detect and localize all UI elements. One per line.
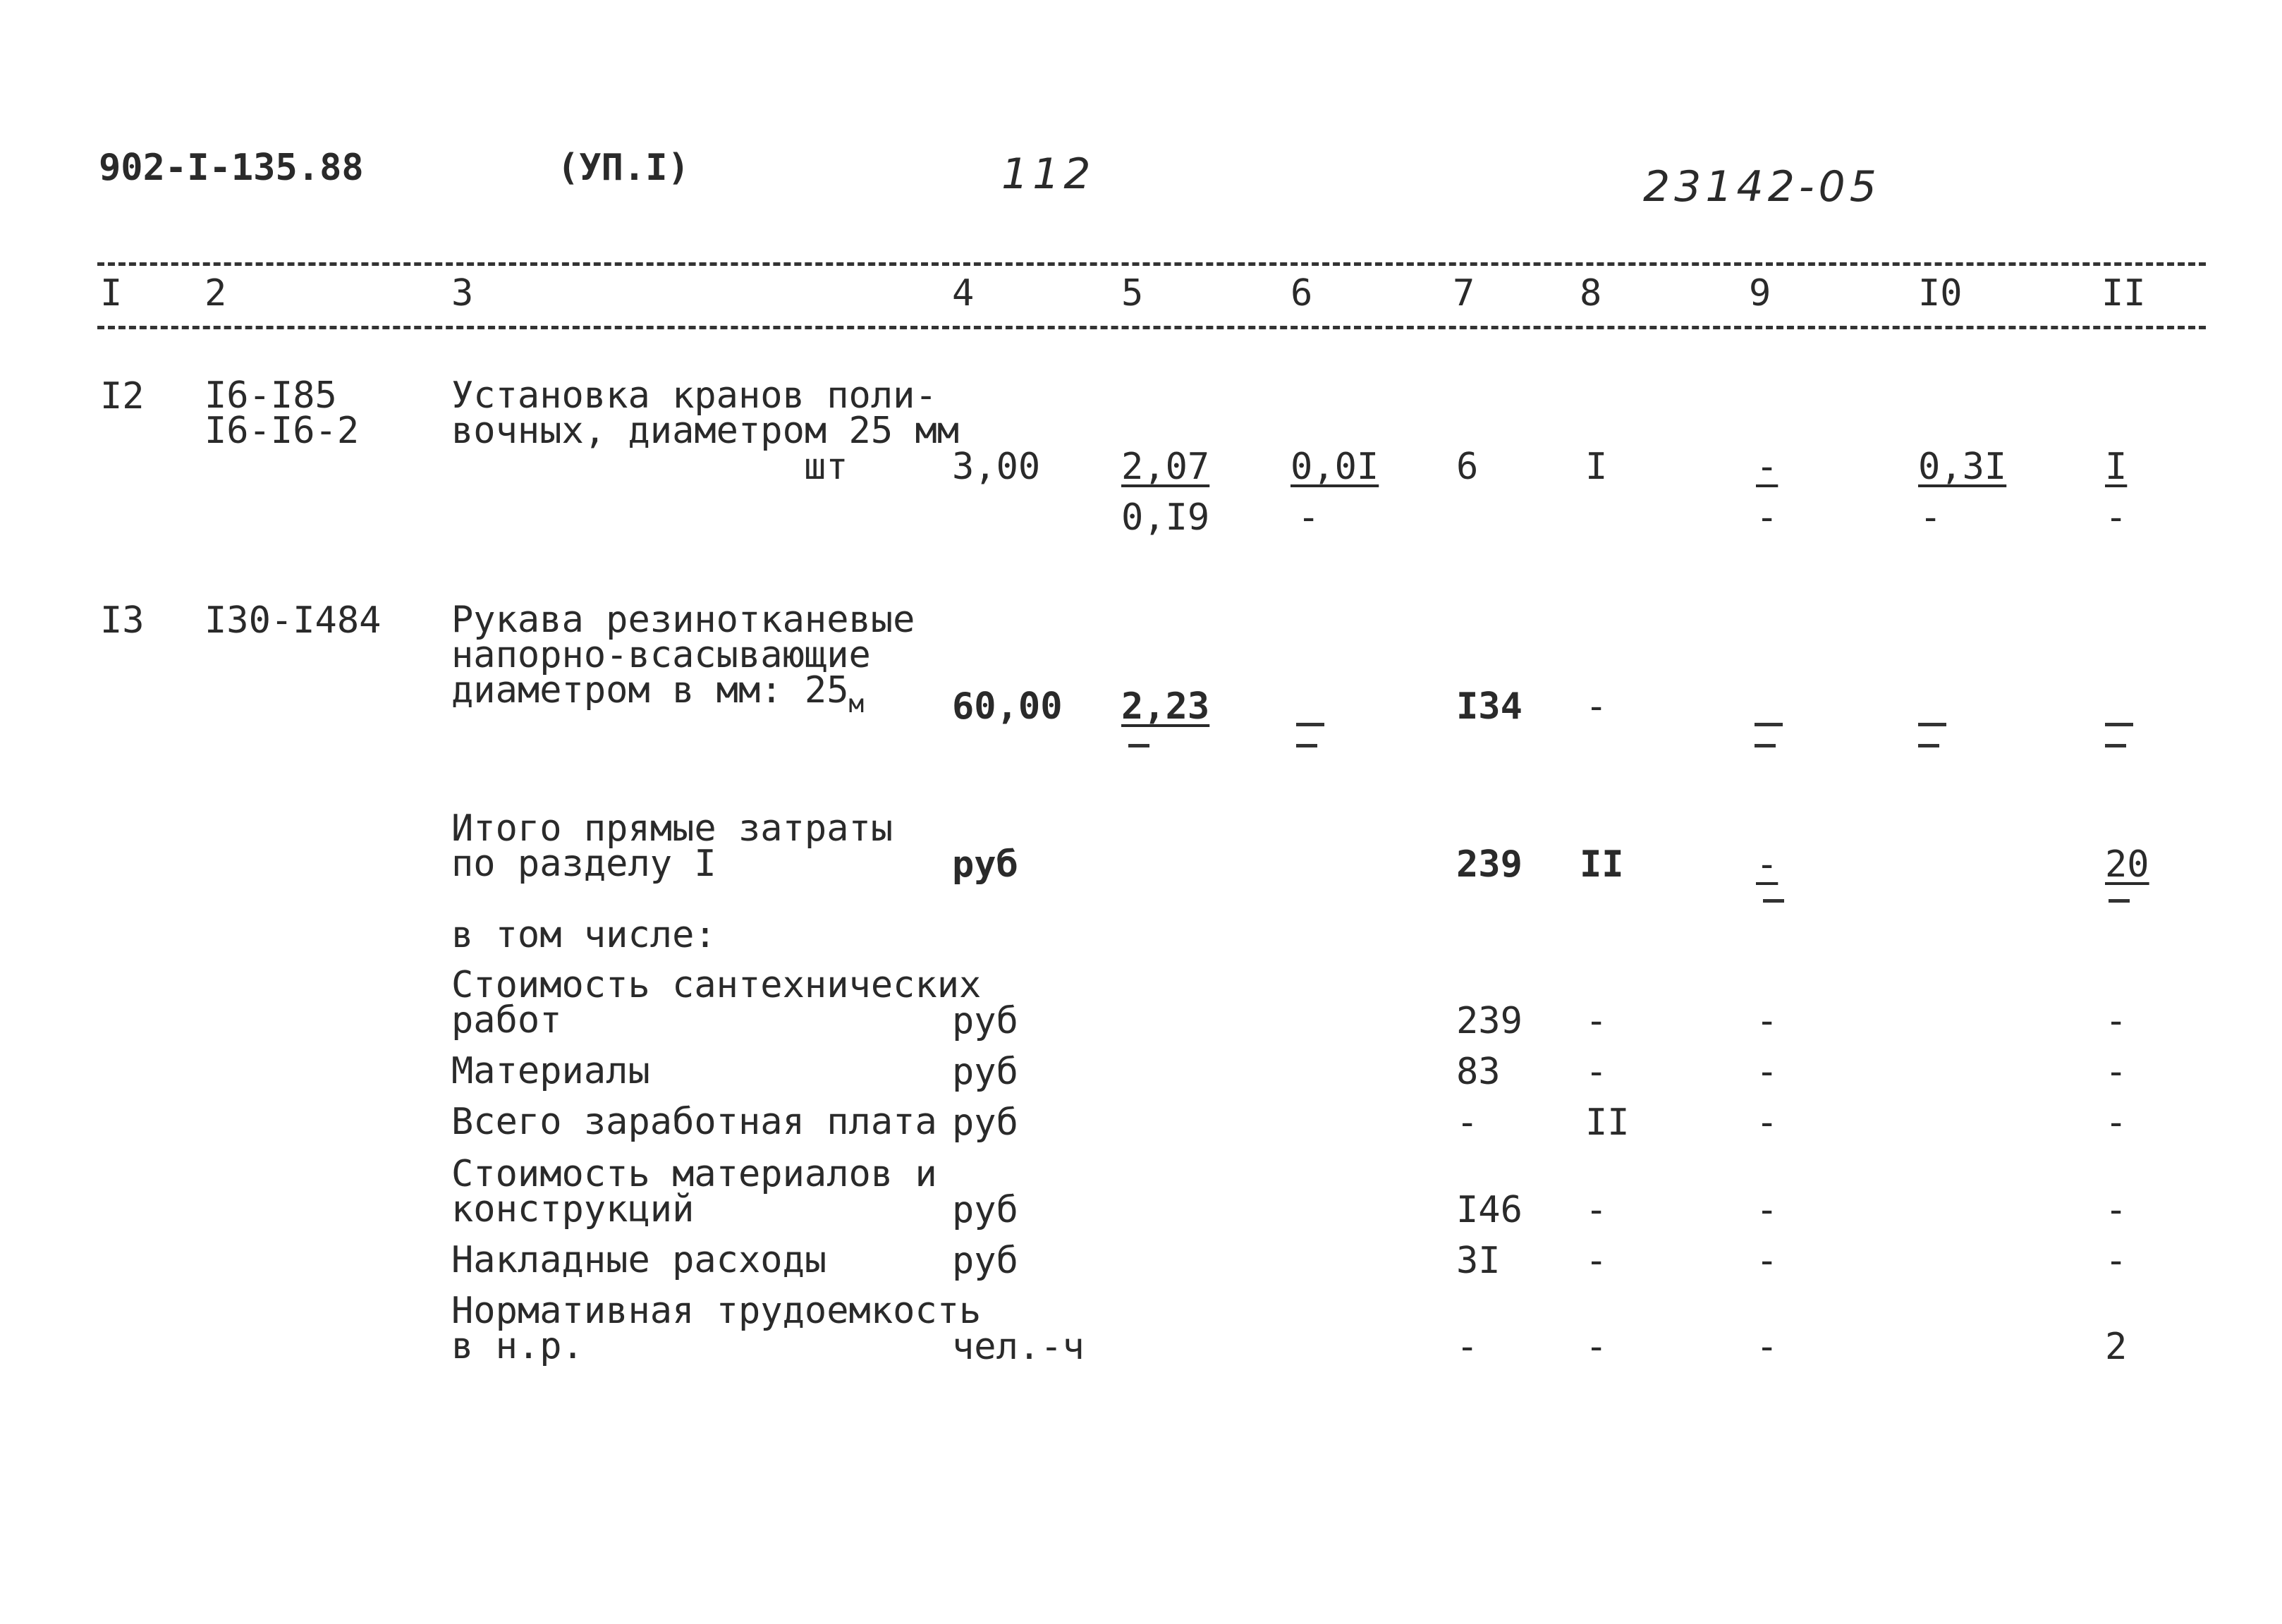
col7-value: 83 bbox=[1456, 1051, 1501, 1093]
col5-dash-mark bbox=[1128, 744, 1149, 747]
breakdown-label-line2: конструкций bbox=[451, 1188, 695, 1231]
col9-dash-mark bbox=[1755, 744, 1776, 747]
column-header-11: II bbox=[2101, 272, 2146, 315]
unit: руб bbox=[952, 1051, 1018, 1093]
including-label: в том числе: bbox=[451, 914, 716, 956]
col8-value: I bbox=[1585, 446, 1608, 488]
col7-value: - bbox=[1456, 1326, 1479, 1368]
col10-subvalue: - bbox=[1920, 496, 1942, 539]
col9-value: - bbox=[1756, 1101, 1778, 1144]
col11-value: I bbox=[2105, 446, 2128, 488]
archive-number: 23142-05 bbox=[1643, 162, 1881, 212]
total-label-line1: Итого прямые затраты bbox=[451, 807, 893, 850]
col9-value: - bbox=[1756, 1326, 1778, 1368]
col6-subvalue: - bbox=[1298, 496, 1320, 539]
col5-value: 2,23 bbox=[1121, 685, 1210, 728]
row-number: I2 bbox=[100, 375, 145, 417]
col7-value: 239 bbox=[1456, 1000, 1523, 1042]
column-header-4: 4 bbox=[952, 272, 975, 315]
col6-dash-mark bbox=[1296, 744, 1317, 747]
col7-value: 6 bbox=[1456, 446, 1479, 488]
col11-value: 2 bbox=[2105, 1326, 2128, 1368]
quantity: 3,00 bbox=[952, 446, 1041, 488]
section-code: (УП.I) bbox=[557, 147, 690, 189]
breakdown-label-line2: в н.р. bbox=[451, 1325, 584, 1367]
breakdown-label-line1: Стоимость материалов и bbox=[451, 1153, 937, 1195]
col7-value: I34 bbox=[1456, 685, 1523, 728]
col11-dash-mark bbox=[2109, 899, 2130, 903]
unit: руб bbox=[952, 1240, 1018, 1282]
document-code: 902-I-135.88 bbox=[99, 147, 364, 189]
col9-value: - bbox=[1756, 1189, 1778, 1231]
unit: руб bbox=[952, 843, 1018, 886]
breakdown-label-line1: Нормативная трудоемкость bbox=[451, 1290, 982, 1332]
col7-value: - bbox=[1456, 1101, 1479, 1144]
col8-value: II bbox=[1580, 843, 1624, 886]
col9-dash-mark bbox=[1763, 899, 1784, 903]
col9-value: - bbox=[1756, 1240, 1778, 1282]
column-header-3: 3 bbox=[451, 272, 474, 315]
col11-subvalue: - bbox=[2105, 496, 2128, 539]
col11-value: - bbox=[2105, 1101, 2128, 1144]
unit: шт bbox=[804, 446, 848, 488]
col10-dash-mark bbox=[1918, 744, 1939, 747]
page-number: 112 bbox=[1001, 149, 1095, 199]
unit: руб bbox=[952, 1000, 1018, 1042]
col9-value: - bbox=[1756, 1000, 1778, 1042]
col8-value: - bbox=[1585, 1051, 1608, 1093]
work-name-line2: вочных, диаметром 25 мм bbox=[451, 410, 960, 452]
col11-value: - bbox=[2105, 1051, 2128, 1093]
unit: руб bbox=[952, 1101, 1018, 1144]
col7-value: 3I bbox=[1456, 1240, 1501, 1282]
unit: чел.-ч bbox=[952, 1326, 1085, 1368]
work-name-line2: напорно-всасывающие bbox=[451, 634, 871, 676]
column-header-6: 6 bbox=[1291, 272, 1313, 315]
work-name-line3 bbox=[451, 669, 865, 722]
column-header-8: 8 bbox=[1580, 272, 1602, 315]
col11-value: - bbox=[2105, 1000, 2128, 1042]
col8-value: II bbox=[1585, 1101, 1630, 1144]
col8-value: - bbox=[1585, 1189, 1608, 1231]
column-header-5: 5 bbox=[1121, 272, 1144, 315]
row-number: I3 bbox=[100, 599, 145, 642]
col9-value: - bbox=[1756, 843, 1778, 886]
header-top-rule bbox=[97, 262, 2206, 266]
col8-value: - bbox=[1585, 1326, 1608, 1368]
breakdown-label-line1: Материалы bbox=[451, 1050, 650, 1092]
column-header-9: 9 bbox=[1749, 272, 1771, 315]
col7-value: 239 bbox=[1456, 843, 1523, 886]
col11-value: 20 bbox=[2105, 843, 2149, 886]
col11-value: - bbox=[2105, 1189, 2128, 1231]
col5-subvalue: 0,I9 bbox=[1121, 496, 1210, 539]
col10-dash-mark bbox=[1918, 723, 1946, 726]
col8-value: - bbox=[1585, 1240, 1608, 1282]
col9-subvalue: - bbox=[1756, 496, 1778, 539]
rate-code: I6-I85 bbox=[205, 374, 337, 417]
col9-value: - bbox=[1756, 1051, 1778, 1093]
column-header-10: I0 bbox=[1918, 272, 1963, 315]
col9-value: - bbox=[1756, 446, 1778, 488]
unit: м bbox=[848, 690, 865, 719]
rate-code: I30-I484 bbox=[205, 599, 382, 642]
col11-dash-mark bbox=[2105, 744, 2126, 747]
col10-value: 0,3I bbox=[1918, 446, 2007, 488]
unit: руб bbox=[952, 1189, 1018, 1231]
breakdown-label-line2: работ bbox=[451, 999, 562, 1042]
col11-dash-mark bbox=[2105, 723, 2133, 726]
work-name-line1: Рукава резинотканевые bbox=[451, 599, 915, 641]
rate-code-secondary: I6-I6-2 bbox=[205, 410, 360, 452]
column-header-1: I bbox=[100, 272, 123, 315]
col11-value: - bbox=[2105, 1240, 2128, 1282]
breakdown-label-line1: Всего заработная плата bbox=[451, 1101, 937, 1143]
column-header-2: 2 bbox=[205, 272, 227, 315]
quantity: 60,00 bbox=[952, 685, 1063, 728]
col7-value: I46 bbox=[1456, 1189, 1523, 1231]
breakdown-label-line1: Стоимость сантехнических bbox=[451, 964, 982, 1006]
col5-value: 2,07 bbox=[1121, 446, 1210, 488]
col8-value: - bbox=[1585, 685, 1608, 728]
col6-dash-mark bbox=[1296, 723, 1324, 726]
work-name-line1: Установка кранов поли- bbox=[451, 374, 937, 417]
col8-value: - bbox=[1585, 1000, 1608, 1042]
diameter-text: диаметром в мм: 25 bbox=[451, 669, 849, 712]
column-header-7: 7 bbox=[1453, 272, 1475, 315]
col9-dash-mark bbox=[1755, 723, 1783, 726]
col6-value: 0,0I bbox=[1291, 446, 1379, 488]
total-label-line2: по разделу I bbox=[451, 843, 716, 885]
header-bottom-rule bbox=[97, 326, 2206, 329]
breakdown-label-line1: Накладные расходы bbox=[451, 1239, 827, 1281]
